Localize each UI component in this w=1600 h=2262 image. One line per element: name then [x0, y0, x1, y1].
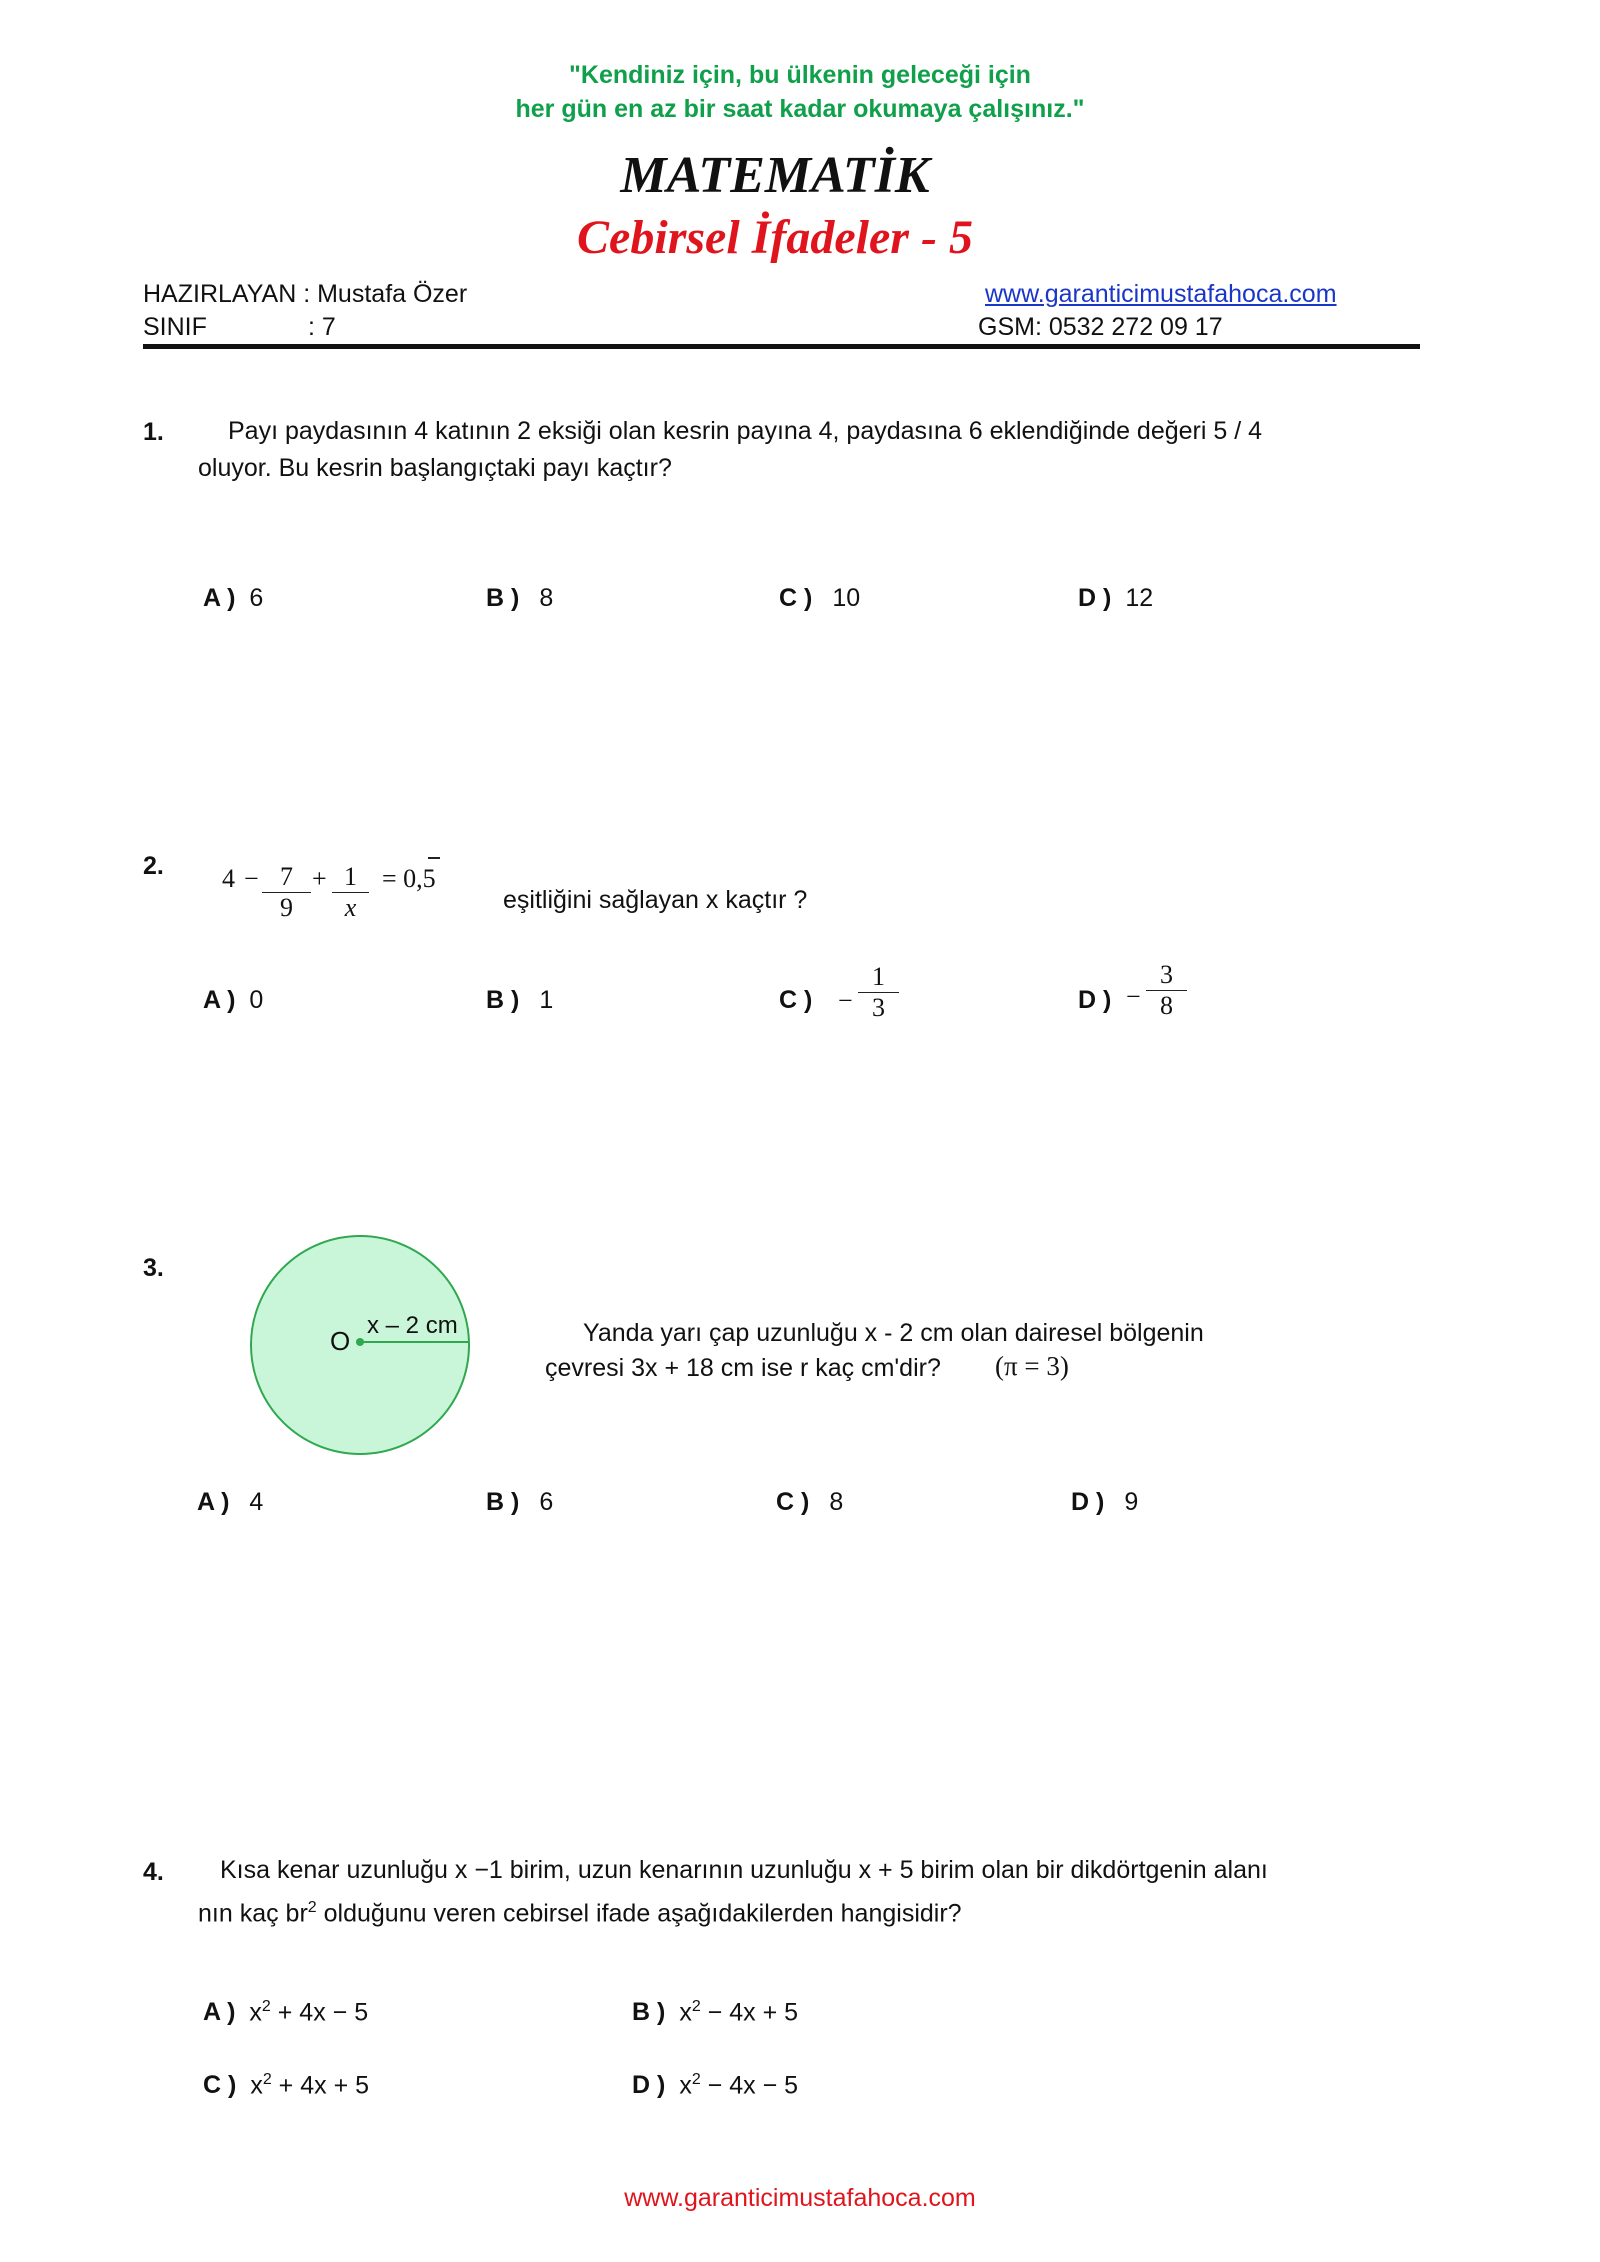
motto-line-1: "Kendiniz için, bu ülkenin geleceği için — [569, 61, 1031, 89]
fraction-numerator: 1 — [332, 862, 369, 893]
option-value: 9 — [1124, 1488, 1139, 1516]
option-value: 8 — [539, 584, 554, 612]
footer-website[interactable]: www.garanticimustafahoca.com — [624, 2184, 976, 2212]
fraction-denominator: 8 — [1160, 991, 1173, 1020]
page-subtitle: Cebirsel İfadeler - 5 — [577, 211, 973, 264]
option-letter: B ) — [632, 1998, 666, 2027]
question-3-line-2: çevresi 3x + 18 cm ise r kaç cm'dir? — [545, 1354, 941, 1382]
option-rest: + 4x − 5 — [270, 1998, 369, 2027]
radius-label: x – 2 cm — [367, 1312, 458, 1339]
option-value: 0 — [249, 986, 264, 1014]
question-3-number: 3. — [143, 1254, 164, 1282]
class-label: SINIF — [143, 313, 207, 341]
option-exponent: 2 — [261, 1998, 271, 2015]
question-4-option-d[interactable] — [632, 2071, 798, 2100]
motto-line-2: her gün en az bir saat kadar okumaya çalışınız." — [515, 95, 1085, 123]
author-label: HAZIRLAYAN : Mustafa Özer — [143, 280, 468, 308]
option-base: x — [679, 1998, 692, 2027]
option-letter: D ) — [1078, 986, 1112, 1014]
page-title: MATEMATİK — [620, 147, 930, 204]
option-letter: B ) — [486, 584, 520, 612]
question-1-option-c[interactable] — [779, 584, 860, 613]
option-rest: + 4x + 5 — [271, 2071, 370, 2100]
center-label: O — [330, 1326, 351, 1356]
question-1-line-2: oluyor. Bu kesrin başlangıçtaki payı kaçtır? — [198, 454, 672, 482]
option-letter: A ) — [203, 986, 236, 1014]
question-3-option-c[interactable] — [776, 1488, 843, 1517]
class-value: : 7 — [308, 313, 336, 341]
option-d-sign: − — [1126, 982, 1141, 1011]
option-d-fraction — [1146, 960, 1187, 1021]
question-2-number: 2. — [143, 852, 164, 880]
option-base: x — [679, 2071, 692, 2100]
header-divider — [143, 344, 1420, 349]
option-letter: B ) — [486, 1488, 520, 1516]
option-letter: D ) — [1078, 584, 1112, 612]
option-letter: C ) — [776, 1488, 810, 1516]
option-value: 8 — [829, 1488, 844, 1516]
question-3-option-d[interactable] — [1071, 1488, 1138, 1517]
equation-minus: − — [244, 864, 259, 893]
option-letter: A ) — [203, 584, 236, 612]
option-letter: C ) — [779, 986, 813, 1014]
option-value: 6 — [249, 584, 264, 612]
option-letter: C ) — [203, 2071, 237, 2100]
option-letter: A ) — [203, 1998, 236, 2027]
question-2-option-b[interactable] — [486, 986, 553, 1015]
question-2-option-a[interactable] — [203, 986, 263, 1015]
question-3-option-a[interactable] — [197, 1488, 263, 1517]
option-value: 10 — [832, 584, 861, 612]
option-value: 4 — [249, 1488, 264, 1516]
option-letter: C ) — [779, 584, 813, 612]
line-2-start: nın kaç br — [198, 1899, 308, 1928]
option-value: 1 — [539, 986, 554, 1014]
equation-fraction-1 — [262, 862, 311, 923]
option-base: x — [250, 2071, 263, 2100]
question-4-line-1: Kısa kenar uzunluğu x −1 birim, uzun kenarının uzunluğu x + 5 birim olan bir dikdörtgenin alanı — [220, 1856, 1268, 1884]
option-letter: D ) — [1071, 1488, 1105, 1516]
option-exponent: 2 — [691, 2071, 701, 2088]
option-exponent: 2 — [691, 1998, 701, 2015]
circle-diagram — [240, 1225, 480, 1465]
line-2-end: olduğunu veren cebirsel ifade aşağıdakilerden hangisidir? — [316, 1899, 962, 1928]
equation-rhs: = 0,5 — [382, 864, 436, 893]
option-value: 6 — [539, 1488, 554, 1516]
superscript: 2 — [307, 1899, 317, 1916]
option-letter: B ) — [486, 986, 520, 1014]
question-4-option-b[interactable] — [632, 1998, 798, 2027]
option-value: 12 — [1125, 584, 1154, 612]
equation-fraction-2 — [332, 862, 369, 923]
fraction-numerator: 7 — [262, 862, 311, 893]
fraction-denominator: x — [344, 893, 357, 922]
fraction-numerator: 3 — [1146, 960, 1187, 991]
question-3-line-1: Yanda yarı çap uzunluğu x - 2 cm olan dairesel bölgenin — [583, 1319, 1204, 1347]
pi-note: (π = 3) — [995, 1351, 1069, 1381]
question-1-number: 1. — [143, 418, 164, 446]
option-c-fraction — [858, 962, 899, 1023]
gsm-number: GSM: 0532 272 09 17 — [978, 313, 1223, 341]
question-1-line-1: Payı paydasının 4 katının 2 eksiği olan kesrin payına 4, paydasına 6 eklendiğinde değeri 5 / 4 — [228, 417, 1263, 445]
option-letter: D ) — [632, 2071, 666, 2100]
question-1-option-d[interactable] — [1078, 584, 1153, 613]
option-c-sign: − — [838, 986, 853, 1015]
equation-plus: + — [312, 864, 327, 893]
question-4-option-c[interactable] — [203, 2071, 369, 2100]
option-base: x — [249, 1998, 262, 2027]
question-1-option-a[interactable] — [203, 584, 263, 613]
question-2-text: eşitliğini sağlayan x kaçtır ? — [503, 886, 808, 914]
center-point — [356, 1338, 364, 1346]
equation-lead: 4 — [222, 864, 235, 893]
question-4-line-2 — [198, 1889, 962, 1932]
option-exponent: 2 — [262, 2071, 272, 2088]
question-4-option-a[interactable] — [203, 1998, 368, 2027]
question-4-number: 4. — [143, 1858, 164, 1886]
option-rest: − 4x − 5 — [700, 2071, 799, 2100]
fraction-denominator: 3 — [872, 993, 885, 1022]
question-1-option-b[interactable] — [486, 584, 553, 613]
fraction-numerator: 1 — [858, 962, 899, 993]
option-rest: − 4x + 5 — [700, 1998, 799, 2027]
fraction-denominator: 9 — [280, 893, 293, 922]
repeating-decimal-bar — [428, 857, 440, 859]
question-3-option-b[interactable] — [486, 1488, 553, 1517]
question-2-option-d[interactable] — [1078, 986, 1125, 1015]
website-link[interactable]: www.garanticimustafahoca.com — [985, 280, 1337, 308]
option-letter: A ) — [197, 1488, 230, 1516]
question-2-option-c[interactable] — [779, 986, 826, 1015]
